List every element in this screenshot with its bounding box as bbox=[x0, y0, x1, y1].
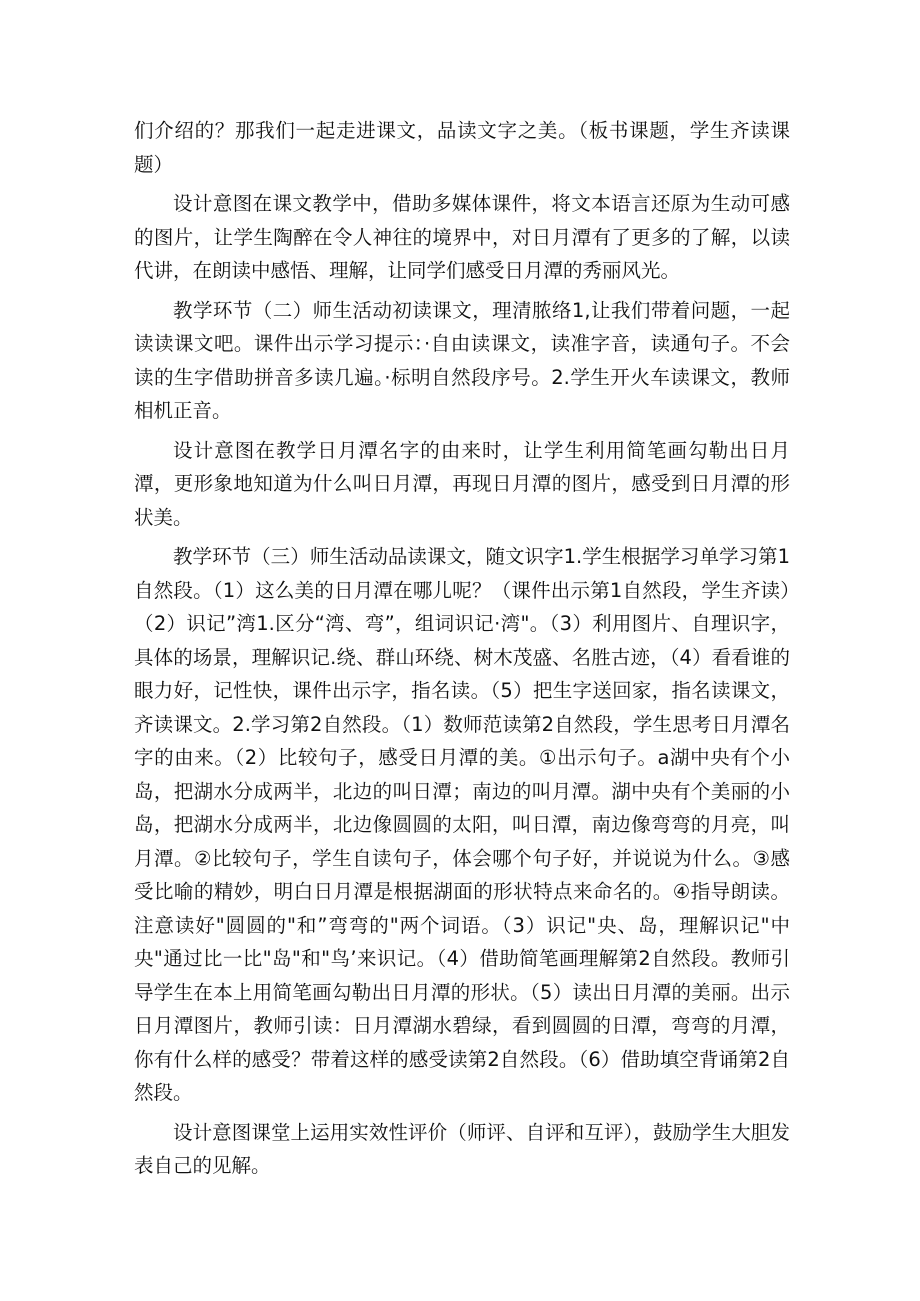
paragraph-teaching-step-3: 教学环节（三）师生活动品读课文，随文识字1.学生根据学习单学习第1自然段。（1）这么美的日月潭在哪儿呢？（课件出示第1自然段，学生齐读）（2）识记”湾1.区分“湾、弯”，组词识记·湾"。（3）利用图片、自理识字，具体的场景，理解识记.绕、群山环绕、树木茂盛、名胜古迹，（4）看看谁的眼力好，记性快，课件出示字，指名读。（5）把生字送回家，指名读课文，齐读课文。2.学习第2自然段。（1）数师范读第2自然段，学生思考日月潭名字的由来。（2）比较句子，感受日月潭的美。①出示句子。a湖中央有个小岛，把湖水分成两半，北边的叫日潭；南边的叫月潭。湖中央有个美丽的小岛，把湖水分成两半，北边像圆圆的太阳，叫日潭，南边像弯弯的月亮，叫月潭。②比较句子，学生自读句子，体会哪个句子好，并说说为什么。③感受比喻的精妙，明白日月潭是根据湖面的形状特点来命名的。④指导朗读。注意读好"圆圆的"和”弯弯的"两个词语。（3）识记"央、岛，理解识记"中央"通过比一比"岛"和"鸟’来识记。（4）借助简笔画理解第2自然段。教师引导学生在本上用简笔画勾勒出日月潭的形状。（5）读出日月潭的美丽。出示日月潭图片，教师引读：日月潭湖水碧绿，看到圆圆的日潭，弯弯的月潭，你有什么样的感受？带着这样的感受读第2自然段。（6）借助填空背诵第2自然段。 bbox=[134, 545, 790, 1104]
paragraph-intro-continued: 们介绍的？那我们一起走进课文，品读文字之美。（板书课题，学生齐读课题） bbox=[134, 119, 790, 176]
paragraph-design-intent-1: 设计意图在课文教学中，借助多媒体课件，将文本语言还原为生动可感的图片，让学生陶醉在令人神往的境界中，对日月潭有了更多的了解，以读代讲，在朗读中感悟、理解，让同学们感受日月潭的秀丽风光。 bbox=[134, 192, 790, 282]
paragraph-design-intent-2: 设计意图在教学日月潭名字的由来时，让学生利用简笔画勾勒出日月潭，更形象地知道为什么叫日月潭，再现日月潭的图片，感受到日月潭的形状美。 bbox=[134, 438, 790, 529]
paragraph-design-intent-3: 设计意图课堂上运用实效性评价（师评、自评和互评），鼓励学生大胆发表自己的见解。 bbox=[134, 1120, 790, 1177]
paragraph-teaching-step-2: 教学环节（二）师生活动初读课文，理清脓络1,让我们带着问题，一起读读课文吧。课件出示学习提示：·自由读课文，读准字音，读通句子。不会读的生字借助拼音多读几遍。·标明自然段序号。2.学生开火车读课文，教师相机正音。 bbox=[134, 298, 790, 422]
document-body bbox=[134, 114, 790, 1189]
